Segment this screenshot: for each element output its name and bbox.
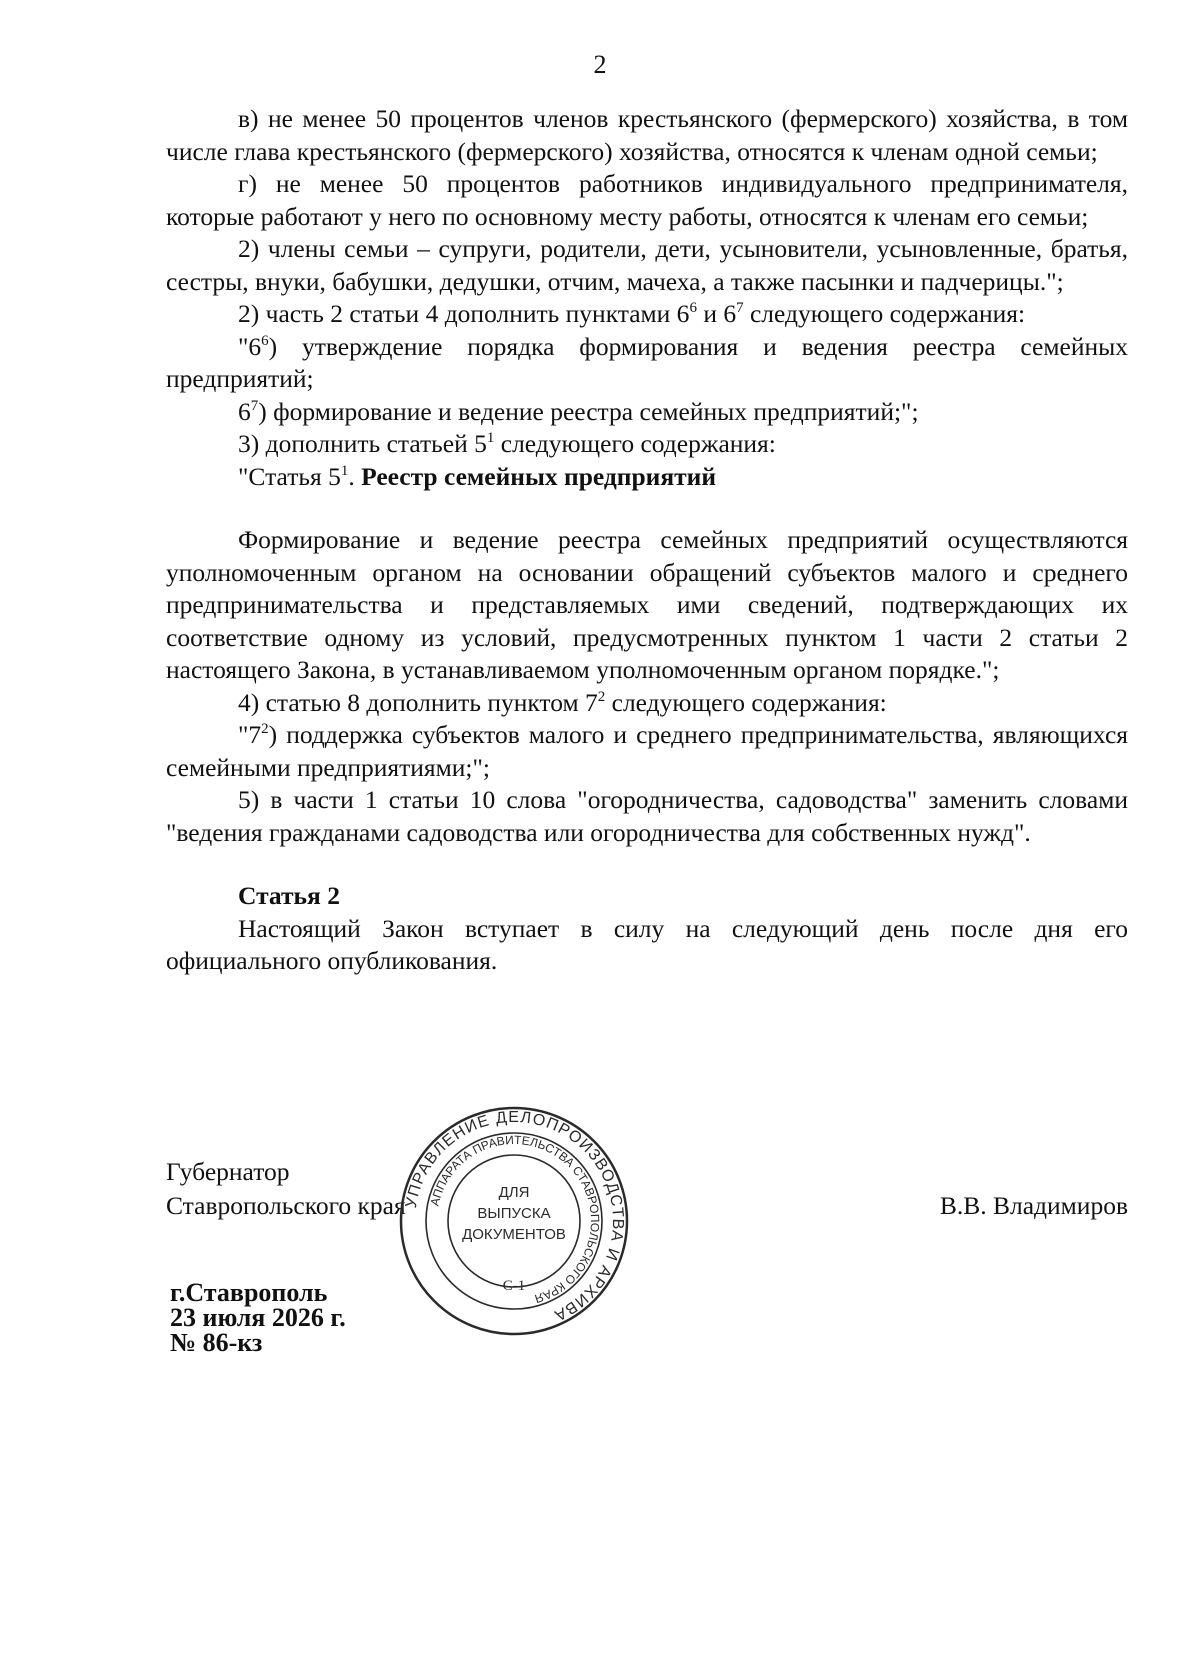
text-run: ) утверждение порядка формирования и ведения реестра семейных предприятий;	[166, 331, 1128, 393]
superscript: 1	[340, 462, 349, 479]
paragraph-family-members: 2) члены семьи – супруги, родители, дети, усыновители, усыновленные, братья, сестры, внуки, бабушки, дедушки, отчим, мачеха, а также пасынки и падчерицы.";	[166, 234, 1128, 296]
text-run: следующего содержания:	[605, 687, 887, 717]
paragraph-article10-amendment: 5) в части 1 статьи 10 слова "огородничества, садоводства" заменить словами "ведения гражданами садоводства или огородничества для собственных нужд".	[166, 785, 1128, 847]
law-number: № 86-кз	[170, 1328, 263, 1357]
text-run: 3) дополнить статьей 5	[238, 429, 487, 458]
governor-title-line2: Ставропольского края	[166, 1191, 406, 1220]
text-run: следующего содержания:	[743, 299, 1026, 328]
superscript: 6	[261, 332, 269, 349]
article-2-title: Статья 2	[238, 881, 340, 910]
text-run: 2) часть 2 статьи 4 дополнить пунктами 6	[238, 299, 690, 328]
article-2-text: Настоящий Закон вступает в силу на следующий день после дня его официального опубликования.	[166, 913, 1128, 975]
superscript: 2	[261, 721, 269, 737]
official-stamp	[398, 1105, 630, 1337]
text-run: 4) статью 8 дополнить пунктом 7	[238, 687, 598, 717]
page-number: 2	[593, 50, 607, 79]
stamp-outer-text: УПРАВЛЕНИЕ ДЕЛОПРОИЗВОДСТВА И АРХИВА	[402, 1108, 627, 1325]
governor-title	[166, 1155, 406, 1223]
article-5-1-title: Реестр семейных предприятий	[361, 461, 717, 491]
text-run: 6	[238, 396, 251, 426]
text-run: "Статья 5	[238, 461, 341, 491]
text-run: следующего содержания:	[494, 429, 776, 458]
text-run: и 6	[696, 299, 737, 328]
text-run: "7	[238, 720, 262, 749]
stamp-center-line2: ВЫПУСКА	[477, 1205, 551, 1222]
paragraph-registry-procedure: Формирование и ведение реестра семейных предприятий осуществляются уполномоченным органом на основании обращений субъектов малого и среднего предпринимательства и представляемых ими сведений, подтверждающих их соответствие одному из условий, предусмотренных пунктом 1 части 2 статьи 2 настоящего Закона, в устанавливаемом уполномоченным органом порядке.";	[166, 525, 1128, 684]
stamp-center-line3: ДОКУМЕНТОВ	[462, 1226, 566, 1243]
stamp-inner-text: АППАРАТА ПРАВИТЕЛЬСТВА СТАВРОПОЛЬСКОГО КРАЯ	[427, 1132, 603, 1306]
governor-name: В.В. Владимиров	[939, 1191, 1128, 1220]
place-date-number	[170, 1280, 346, 1355]
signing-date: 23 июля 2026 г.	[170, 1303, 346, 1332]
text-run: ) формирование и ведение реестра семейных предприятий;";	[258, 396, 919, 426]
signing-city: г.Ставрополь	[170, 1278, 328, 1307]
superscript: 2	[597, 688, 606, 705]
superscript: 7	[736, 300, 744, 316]
paragraph-g: г) не менее 50 процентов работников индивидуального предпринимателя, которые работают у него по основному месту работы, относятся к членам его семьи;	[166, 169, 1128, 231]
paragraph-v: в) не менее 50 процентов членов крестьянского (фермерского) хозяйства, в том числе глава крестьянского (фермерского) хозяйства, относятся к членам одной семьи;	[166, 104, 1128, 166]
stamp-code: С-1	[502, 1278, 526, 1294]
superscript: 7	[250, 397, 259, 414]
text-run: .	[348, 461, 362, 491]
superscript: 6	[689, 300, 697, 316]
stamp-center-line1: ДЛЯ	[498, 1184, 530, 1201]
superscript: 1	[486, 430, 495, 446]
text-run: "6	[238, 331, 262, 361]
governor-title-line1: Губернатор	[166, 1157, 290, 1186]
text-run: ) поддержка субъектов малого и среднего предпринимательства, являющихся семейными предприятиями;";	[166, 720, 1128, 782]
